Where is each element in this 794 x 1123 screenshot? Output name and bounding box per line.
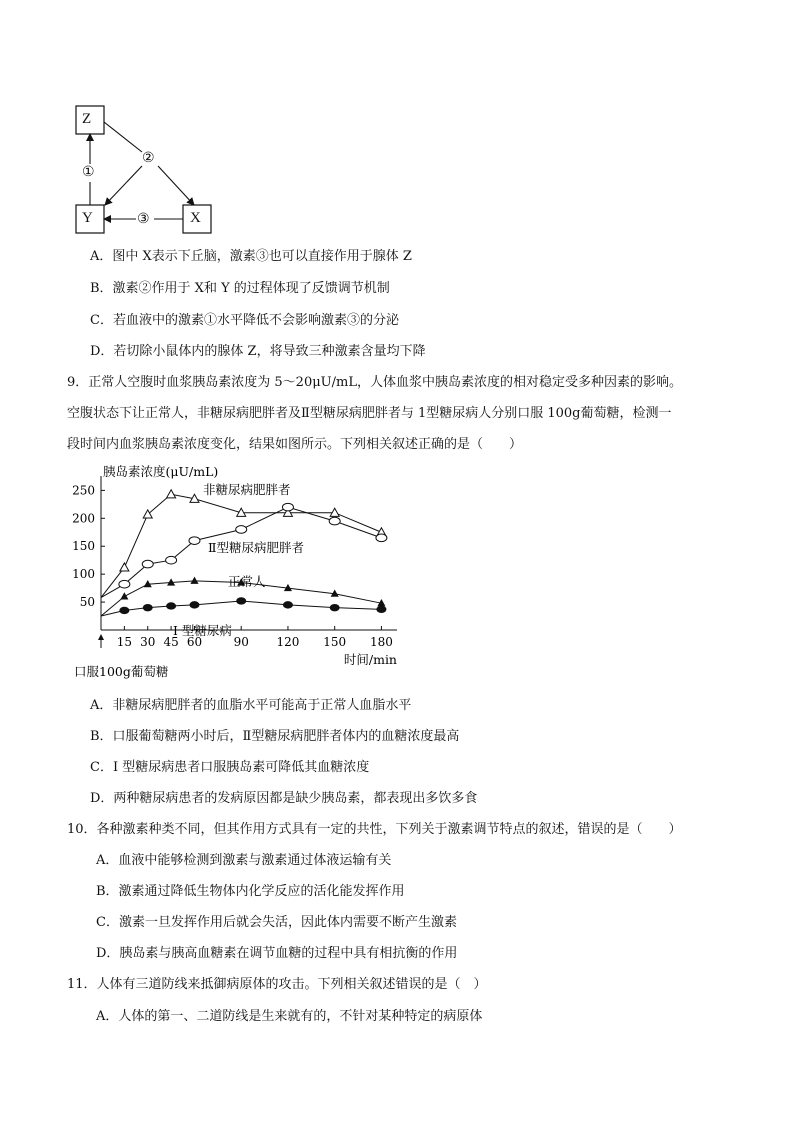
q8-option-d: D．若切除小鼠体内的腺体 Z，将导致三种激素含量均下降 bbox=[90, 344, 426, 359]
q9-stem-line3: 段时间内血浆胰岛素浓度变化，结果如图所示。下列相关叙述正确的是（ ） bbox=[67, 437, 523, 452]
data-point bbox=[189, 537, 200, 545]
data-point bbox=[376, 534, 387, 542]
series-label: I 型糖尿病 bbox=[173, 623, 232, 638]
data-point bbox=[283, 602, 292, 608]
x-tick-label: 150 bbox=[323, 635, 347, 649]
q9-stem-line2: 空腹状态下让正常人，非糖尿病肥胖者及Ⅱ型糖尿病肥胖者与 1型糖尿病人分别口服 100g葡萄糖，检测一 bbox=[67, 406, 672, 421]
q10-option-d: D．胰岛素与胰高血糖素在调节血糖的过程中具有相抗衡的作用 bbox=[96, 946, 458, 961]
arrow-two-to-y bbox=[105, 166, 142, 205]
q8-option-b: B．激素②作用于 X和 Y 的过程体现了反馈调节机制 bbox=[90, 281, 390, 296]
y-tick-label: 250 bbox=[72, 483, 95, 498]
data-point bbox=[236, 526, 247, 534]
data-point bbox=[121, 593, 127, 599]
data-point bbox=[142, 560, 153, 568]
q11-option-a: A．人体的第一、二道防线是生来就有的，不针对某种特定的病原体 bbox=[96, 1009, 483, 1024]
data-point bbox=[143, 604, 152, 610]
q9-option-b: B．口服葡萄糖两小时后，Ⅱ型糖尿病肥胖者体内的血糖浓度最高 bbox=[90, 729, 460, 744]
arrow-label-one: ① bbox=[82, 164, 95, 180]
x-tick-label: 15 bbox=[116, 635, 133, 649]
y-tick-label: 200 bbox=[72, 511, 95, 526]
data-point bbox=[329, 517, 340, 525]
y-axis-label: 胰岛素浓度(μU/mL) bbox=[103, 464, 219, 479]
x-tick-label: 60 bbox=[186, 635, 203, 649]
y-tick-label: 150 bbox=[72, 539, 95, 554]
series-label: 非糖尿病肥胖者 bbox=[203, 482, 291, 497]
q8-option-c: C．若血液中的激素①水平降低不会影响激素③的分泌 bbox=[90, 313, 399, 328]
data-point bbox=[120, 563, 129, 571]
q9-option-a: A．非糖尿病肥胖者的血脂水平可能高于正常人血脂水平 bbox=[90, 698, 412, 713]
q9-option-d: D．两种糖尿病患者的发病原因都是缺少胰岛素，都表现出多饮多食 bbox=[90, 791, 478, 806]
arrow-z-to-two bbox=[104, 122, 142, 152]
x-tick-label: 45 bbox=[163, 635, 179, 649]
data-point bbox=[120, 607, 129, 613]
data-point bbox=[282, 503, 293, 511]
x-axis-label: 时间/min bbox=[343, 652, 397, 667]
data-point bbox=[167, 603, 176, 609]
data-point bbox=[377, 606, 386, 612]
x-start-label: 口服100g葡萄糖 bbox=[74, 664, 169, 679]
data-point bbox=[330, 604, 339, 610]
series-label: 正常人 bbox=[228, 574, 266, 589]
q9-stem-line1: 9．正常人空腹时血浆胰岛素浓度为 5～20μU/mL，人体血浆中胰岛素浓度的相对稳定受多种因素的影响。 bbox=[67, 375, 682, 390]
q10-option-a: A．血液中能够检测到激素与激素通过体液运输有关 bbox=[96, 853, 392, 868]
data-point bbox=[166, 556, 177, 564]
insulin-chart bbox=[60, 462, 410, 684]
arrow-label-three: ③ bbox=[137, 211, 150, 227]
data-point bbox=[190, 602, 199, 608]
q8-option-a: A．图中 X表示下丘脑，激素③也可以直接作用于腺体 Z bbox=[90, 249, 412, 264]
data-point bbox=[237, 598, 246, 604]
q10-option-b: B．激素通过降低生物体内化学反应的活化能发挥作用 bbox=[96, 884, 405, 899]
x-tick-label: 180 bbox=[369, 635, 393, 649]
arrow-label-two: ② bbox=[142, 150, 155, 166]
data-point bbox=[167, 490, 176, 498]
q10-stem: 10．各种激素种类不同，但其作用方式具有一定的共性，下列关于激素调节特点的叙述，错误的是（ ） bbox=[67, 822, 682, 837]
x-tick-label: 30 bbox=[140, 635, 156, 649]
arrow-two-to-x bbox=[158, 166, 194, 205]
y-tick-label: 100 bbox=[72, 567, 95, 582]
q9-option-c: C．I 型糖尿病患者口服胰岛素可降低其血糖浓度 bbox=[90, 760, 370, 775]
node-z-label: Z bbox=[82, 111, 92, 127]
x-tick-label: 90 bbox=[233, 635, 249, 649]
series-label: Ⅱ型糖尿病肥胖者 bbox=[208, 540, 304, 555]
q10-option-c: C．激素一旦发挥作用后就会失活，因此体内需要不断产生激素 bbox=[96, 915, 457, 930]
q11-stem: 11．人体有三道防线来抵御病原体的攻击。下列相关叙述错误的是（ ） bbox=[67, 977, 487, 992]
node-x-label: X bbox=[190, 210, 201, 226]
data-point bbox=[119, 580, 130, 588]
y-tick-label: 50 bbox=[79, 595, 95, 610]
start-arrow-head bbox=[98, 634, 104, 640]
x-tick-label: 120 bbox=[276, 635, 300, 649]
node-y-label: Y bbox=[82, 210, 93, 226]
